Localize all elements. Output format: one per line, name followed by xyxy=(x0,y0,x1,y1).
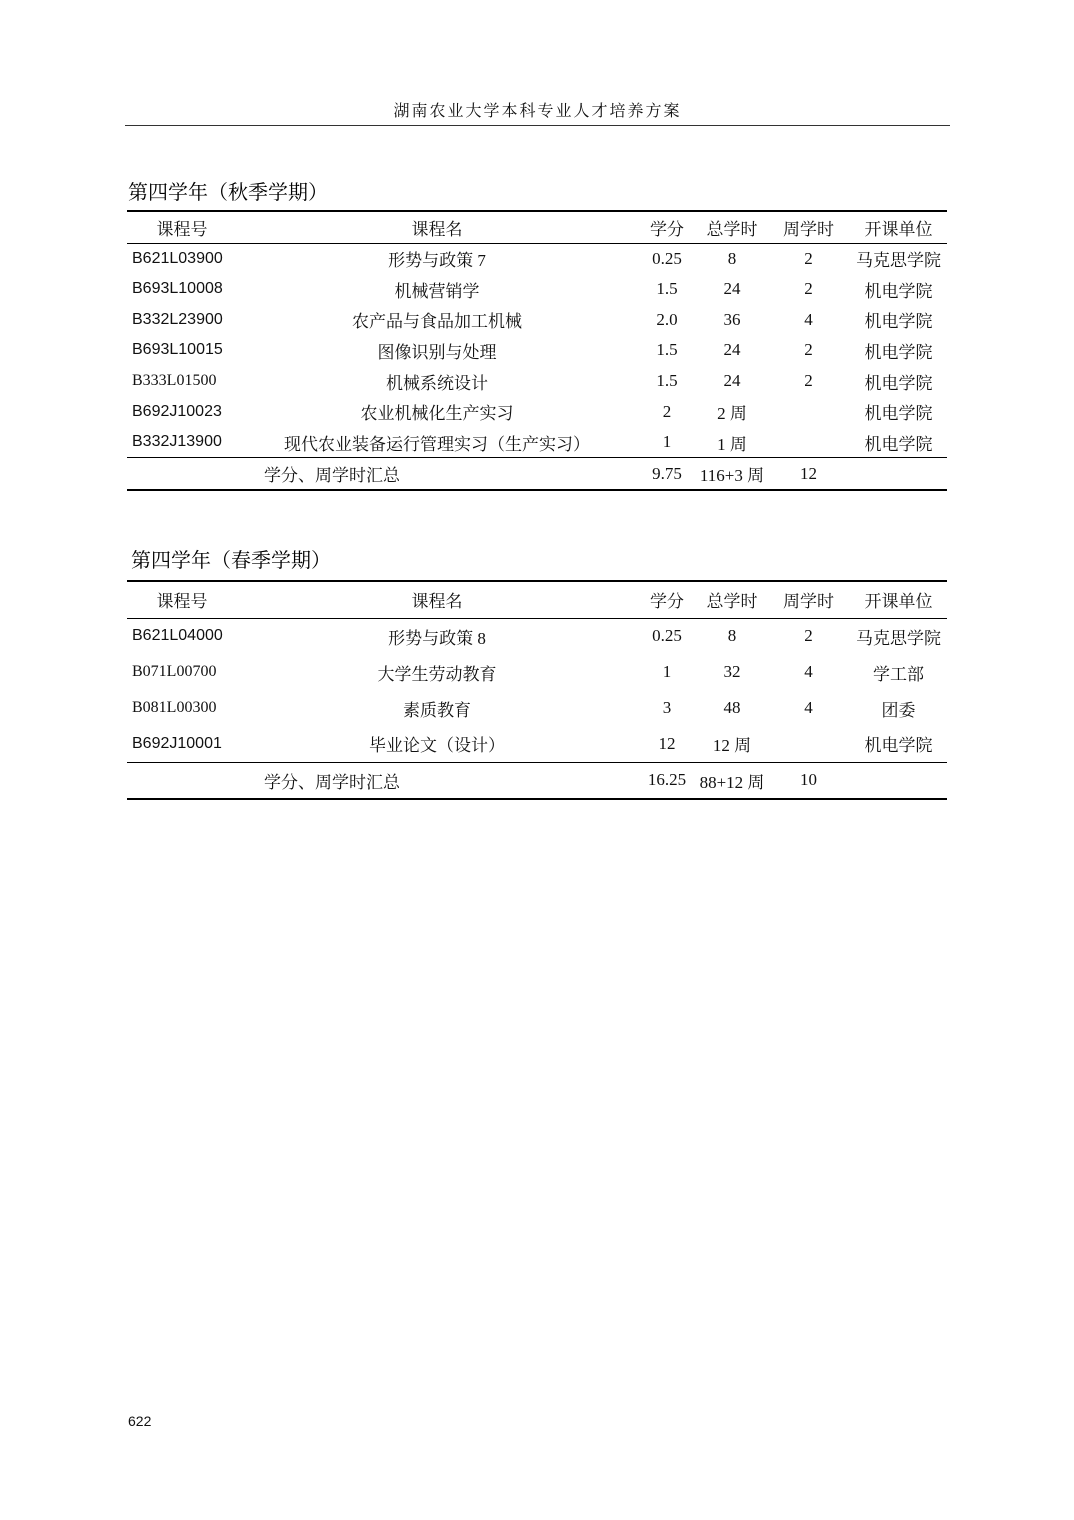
summary-row xyxy=(127,458,947,490)
course-weekly: 2 xyxy=(804,279,813,299)
summary-label: 学分、周学时汇总 xyxy=(127,458,637,490)
course-code: B621L03900 xyxy=(132,249,223,267)
course-unit: 机电学院 xyxy=(864,281,933,301)
course-weekly: 4 xyxy=(804,309,813,329)
table-row xyxy=(127,726,947,762)
course-weekly: 4 xyxy=(804,698,813,717)
course-hours: 24 xyxy=(723,340,741,360)
course-unit: 机电学院 xyxy=(864,312,933,332)
course-hours: 48 xyxy=(723,698,741,717)
course-credit: 2 xyxy=(662,401,672,421)
page-header-title: 湖南农业大学本科专业人才培养方案 xyxy=(393,103,682,120)
course-hours: 24 xyxy=(723,279,741,299)
course-name: 图像识别与处理 xyxy=(377,342,497,362)
course-unit: 机电学院 xyxy=(864,373,933,393)
spring-course-table xyxy=(127,580,947,800)
course-weekly: 2 xyxy=(804,340,813,360)
column-header-weekly: 周学时 xyxy=(767,211,850,243)
course-credit: 2.0 xyxy=(656,309,678,329)
course-unit: 机电学院 xyxy=(864,404,933,424)
course-unit: 学工部 xyxy=(873,664,924,684)
summary-weekly: 12 xyxy=(767,458,850,490)
course-code: B693L10008 xyxy=(132,280,223,298)
table-row xyxy=(127,618,947,654)
course-code: B693L10015 xyxy=(132,341,223,359)
summary-unit xyxy=(850,762,947,799)
summary-credit: 16.25 xyxy=(637,762,697,799)
page-header xyxy=(125,100,950,126)
summary-weekly: 10 xyxy=(767,762,850,799)
summary-credit: 9.75 xyxy=(637,458,697,490)
column-header-weekly: 周学时 xyxy=(767,581,850,618)
course-weekly: 2 xyxy=(804,248,813,268)
table-row xyxy=(127,690,947,726)
table-row xyxy=(127,304,947,335)
course-code: B332J13900 xyxy=(132,433,222,451)
course-weekly: 2 xyxy=(804,371,813,391)
course-name: 农产品与食品加工机械 xyxy=(352,312,522,332)
course-hours: 32 xyxy=(723,662,741,681)
table-row xyxy=(127,274,947,305)
column-header-unit: 开课单位 xyxy=(850,581,947,618)
column-header-code: 课程号 xyxy=(127,581,237,618)
course-hours: 8 xyxy=(727,248,737,268)
course-credit: 3 xyxy=(662,698,672,717)
course-weekly xyxy=(767,427,850,458)
course-code: B081L00300 xyxy=(132,699,217,716)
table-row xyxy=(127,654,947,690)
course-unit: 机电学院 xyxy=(864,736,933,756)
course-credit: 1.5 xyxy=(656,340,678,360)
course-code: B333L01500 xyxy=(132,372,217,390)
course-hours: 8 xyxy=(727,626,737,646)
table-row xyxy=(127,366,947,397)
page-number: 622 xyxy=(128,1413,152,1429)
course-credit: 1.5 xyxy=(656,279,678,299)
course-unit: 马克思学院 xyxy=(856,251,941,271)
table-row xyxy=(127,396,947,427)
course-hours: 1 周 xyxy=(717,434,747,454)
section-title-autumn: 第四学年（秋季学期） xyxy=(128,180,328,204)
column-header-credit: 学分 xyxy=(637,211,697,243)
course-code: B332L23900 xyxy=(132,310,223,328)
course-name: 形势与政策 7 xyxy=(388,251,486,271)
course-code: B692J10023 xyxy=(132,402,222,420)
course-weekly: 4 xyxy=(804,662,813,681)
course-weekly xyxy=(767,396,850,427)
summary-label: 学分、周学时汇总 xyxy=(127,762,637,799)
course-credit: 1 xyxy=(662,662,672,681)
section-title-spring: 第四学年（春季学期） xyxy=(131,548,331,572)
course-name: 形势与政策 8 xyxy=(388,628,486,648)
summary-hours: 88+12 周 xyxy=(697,762,767,799)
course-hours: 36 xyxy=(723,309,741,329)
course-hours: 24 xyxy=(723,371,741,391)
column-header-hours: 总学时 xyxy=(697,211,767,243)
course-name: 现代农业装备运行管理实习（生产实习） xyxy=(284,434,590,454)
course-unit: 团委 xyxy=(881,700,916,720)
table-row xyxy=(127,335,947,366)
summary-hours: 116+3 周 xyxy=(697,458,767,490)
course-name: 素质教育 xyxy=(403,700,471,720)
summary-row xyxy=(127,762,947,799)
course-name: 机械营销学 xyxy=(394,281,480,301)
course-weekly: 2 xyxy=(804,626,813,646)
course-name: 机械系统设计 xyxy=(386,373,488,393)
course-credit: 1 xyxy=(662,432,672,452)
course-name: 大学生劳动教育 xyxy=(377,664,497,684)
column-header-name: 课程名 xyxy=(237,211,637,243)
course-unit: 机电学院 xyxy=(864,342,933,362)
autumn-course-table xyxy=(127,210,947,491)
column-header-unit: 开课单位 xyxy=(850,211,947,243)
course-code: B071L00700 xyxy=(132,663,217,680)
table-row xyxy=(127,243,947,274)
column-header-name: 课程名 xyxy=(237,581,637,618)
course-credit: 0.25 xyxy=(652,626,682,646)
column-header-code: 课程号 xyxy=(127,211,237,243)
column-header-hours: 总学时 xyxy=(697,581,767,618)
course-name: 毕业论文（设计） xyxy=(369,736,505,756)
course-unit: 机电学院 xyxy=(864,434,933,454)
course-credit: 0.25 xyxy=(652,248,682,268)
course-credit: 12 xyxy=(658,733,676,753)
course-credit: 1.5 xyxy=(656,371,678,391)
table-header-row xyxy=(127,211,947,243)
table-header-row xyxy=(127,581,947,618)
course-code: B692J10001 xyxy=(132,734,222,752)
course-name: 农业机械化生产实习 xyxy=(360,404,514,424)
summary-unit xyxy=(850,458,947,490)
course-weekly xyxy=(767,726,850,762)
course-hours: 2 周 xyxy=(717,404,747,424)
course-unit: 马克思学院 xyxy=(856,628,941,648)
course-code: B621L04000 xyxy=(132,627,223,645)
column-header-credit: 学分 xyxy=(637,581,697,618)
course-hours: 12 周 xyxy=(712,736,752,756)
table-row xyxy=(127,427,947,458)
